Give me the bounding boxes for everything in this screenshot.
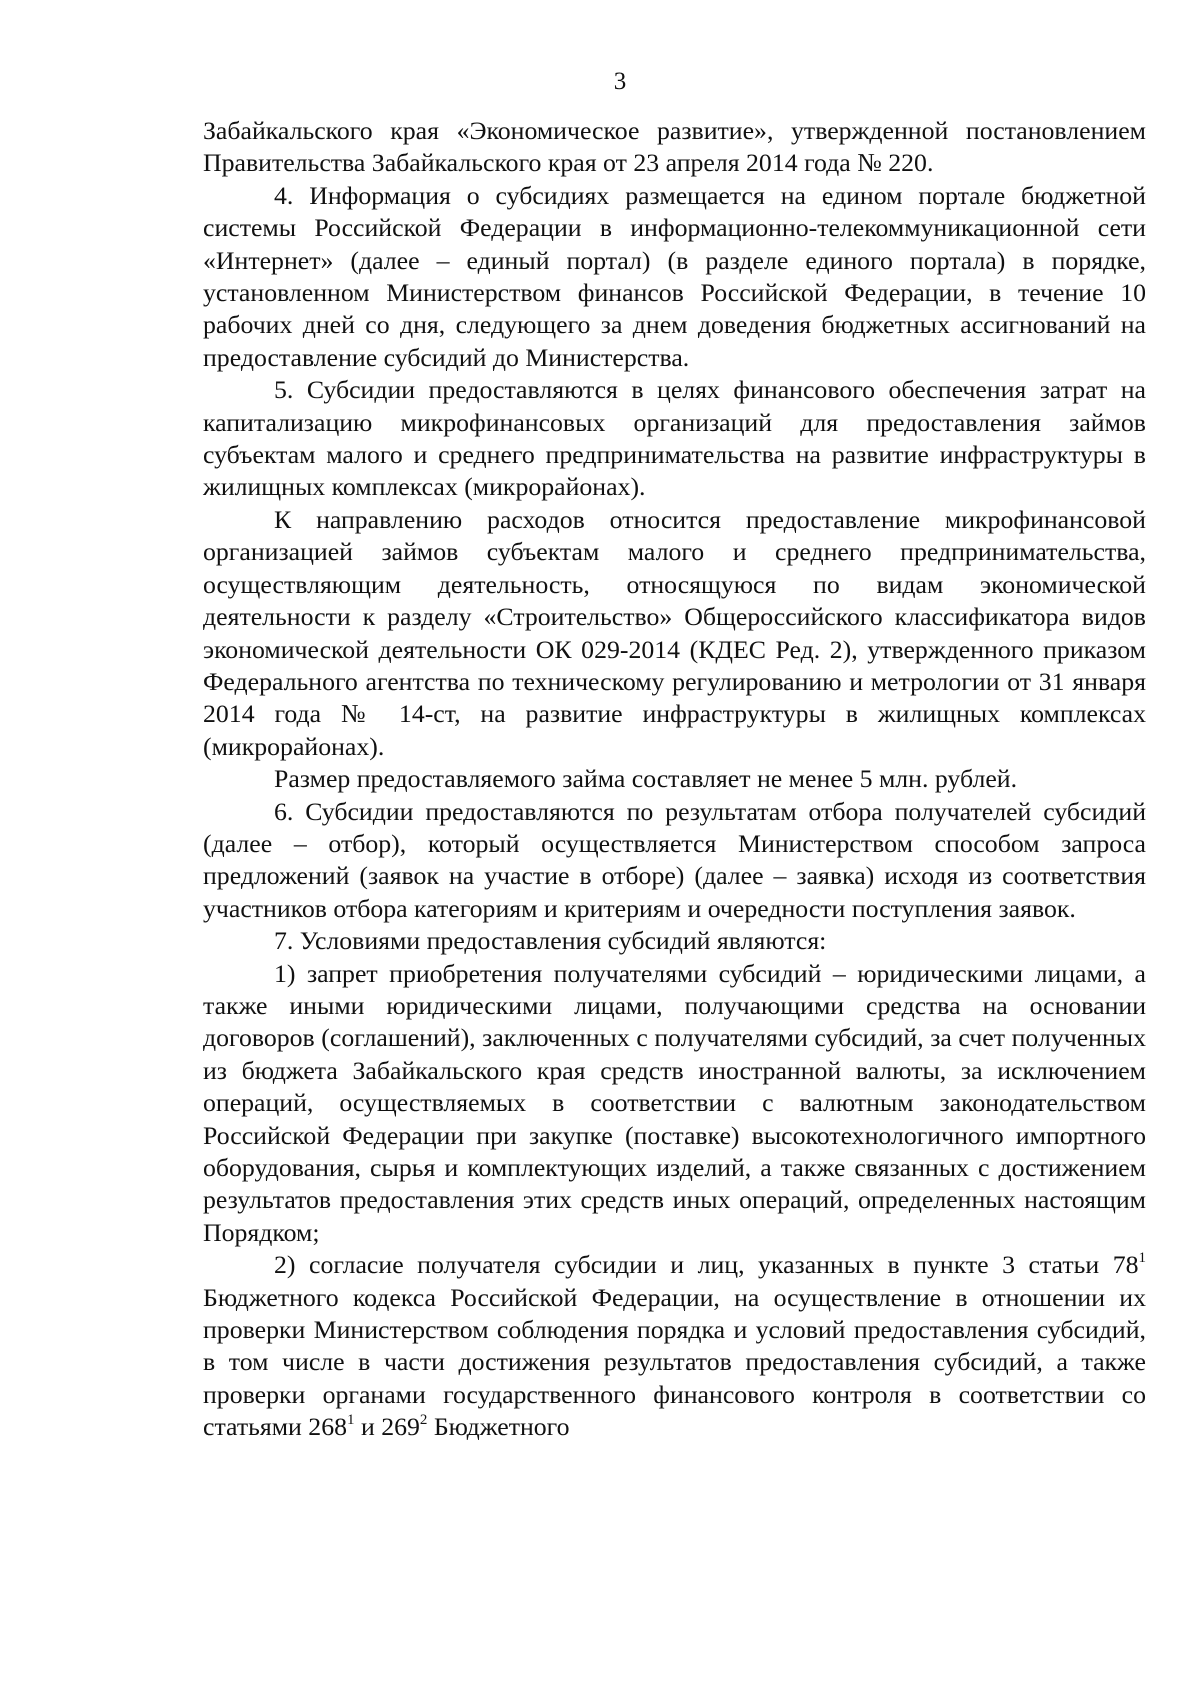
superscript-1: 1: [1138, 1250, 1146, 1267]
page-number: 3: [613, 68, 627, 95]
paragraph-7-conditions: 7. Условиями предоставления субсидий являются:: [274, 926, 827, 956]
condition-2-text-part-1: 2) согласие получателя субсидии и лиц, указанных в пункте 3 статьи 78: [274, 1250, 1139, 1280]
superscript-2: 1: [347, 1412, 355, 1429]
paragraph-6-selection: 6. Субсидии предоставляются по результатам отбора получателей субсидий (далее – отбор), который осуществляется Министерством способом запроса предложений (заявок на участие в отборе) (далее – заявка) исходя из соответствия участников отбора категориям и критериям и очередности поступления заявок.: [203, 796, 1146, 923]
superscript-3: 2: [419, 1412, 428, 1429]
paragraph-4-information: 4. Информация о субсидиях размещается на едином портале бюджетной системы Российской Федерации в информационно-телекоммуникационной сети «Интернет» (далее – единый портал) (в разделе единого портала) в порядке, установленном Министерством финансов Российской Федерации, в течение 10 рабочих дней со дня, следующего за днем доведения бюджетных ассигнований на предоставление субсидий до Министерства.: [203, 180, 1146, 372]
paragraph-expense-direction: К направлению расходов относится предоставление микрофинансовой организацией займов субъектам малого и среднего предпринимательства, осуществляющим деятельность, относящуюся по видам экономической деятельности к разделу «Строительство» Общероссийского классификатора видов экономической деятельности ОК 029-2014 (КДЕС Ред. 2), утвержденного приказом Федерального агентства по техническому регулированию и метрологии от 31 января 2014 года № 14-ст, на развитие инфраструктуры в жилищных комплексах (микрорайонах).: [203, 504, 1146, 761]
paragraph-condition-2: [203, 1249, 1146, 1443]
document-body: [203, 115, 1146, 1444]
condition-2-text-part-4: Бюджетного: [427, 1412, 570, 1442]
paragraph-program-reference: Забайкальского края «Экономическое развитие», утвержденной постановлением Правительства Забайкальского края от 23 апреля 2014 года № 220.: [203, 116, 1146, 178]
condition-2-text-part-3: и 269: [354, 1412, 420, 1442]
paragraph-5-purpose: 5. Субсидии предоставляются в целях финансового обеспечения затрат на капитализацию микрофинансовых организаций для предоставления займов субъектам малого и среднего предпринимательства на развитие инфраструктуры в жилищных комплексах (микрорайонах).: [203, 375, 1146, 502]
paragraph-loan-size: Размер предоставляемого займа составляет не менее 5 млн. рублей.: [274, 764, 1018, 794]
paragraph-condition-1: 1) запрет приобретения получателями субсидий – юридическими лицами, а также иными юридическими лицами, получающими средства на основании договоров (соглашений), заключенных с получателями субсидий, за счет полученных из бюджета Забайкальского края средств иностранной валюты, за исключением операций, осуществляемых в соответствии с валютным законодательством Российской Федерации при закупке (поставке) высокотехнологичного импортного оборудования, сырья и комплектующих изделий, а также связанных с достижением результатов предоставления этих средств иных операций, определенных настоящим Порядком;: [203, 958, 1146, 1247]
condition-2-text-part-2: Бюджетного кодекса Российской Федерации, на осуществление в отношении их проверки Министерством соблюдения порядка и условий предоставления субсидий, в том числе в части достижения результатов предоставления субсидий, а также проверки органами государственного финансового контроля в соответствии со статьями 268: [203, 1282, 1146, 1442]
